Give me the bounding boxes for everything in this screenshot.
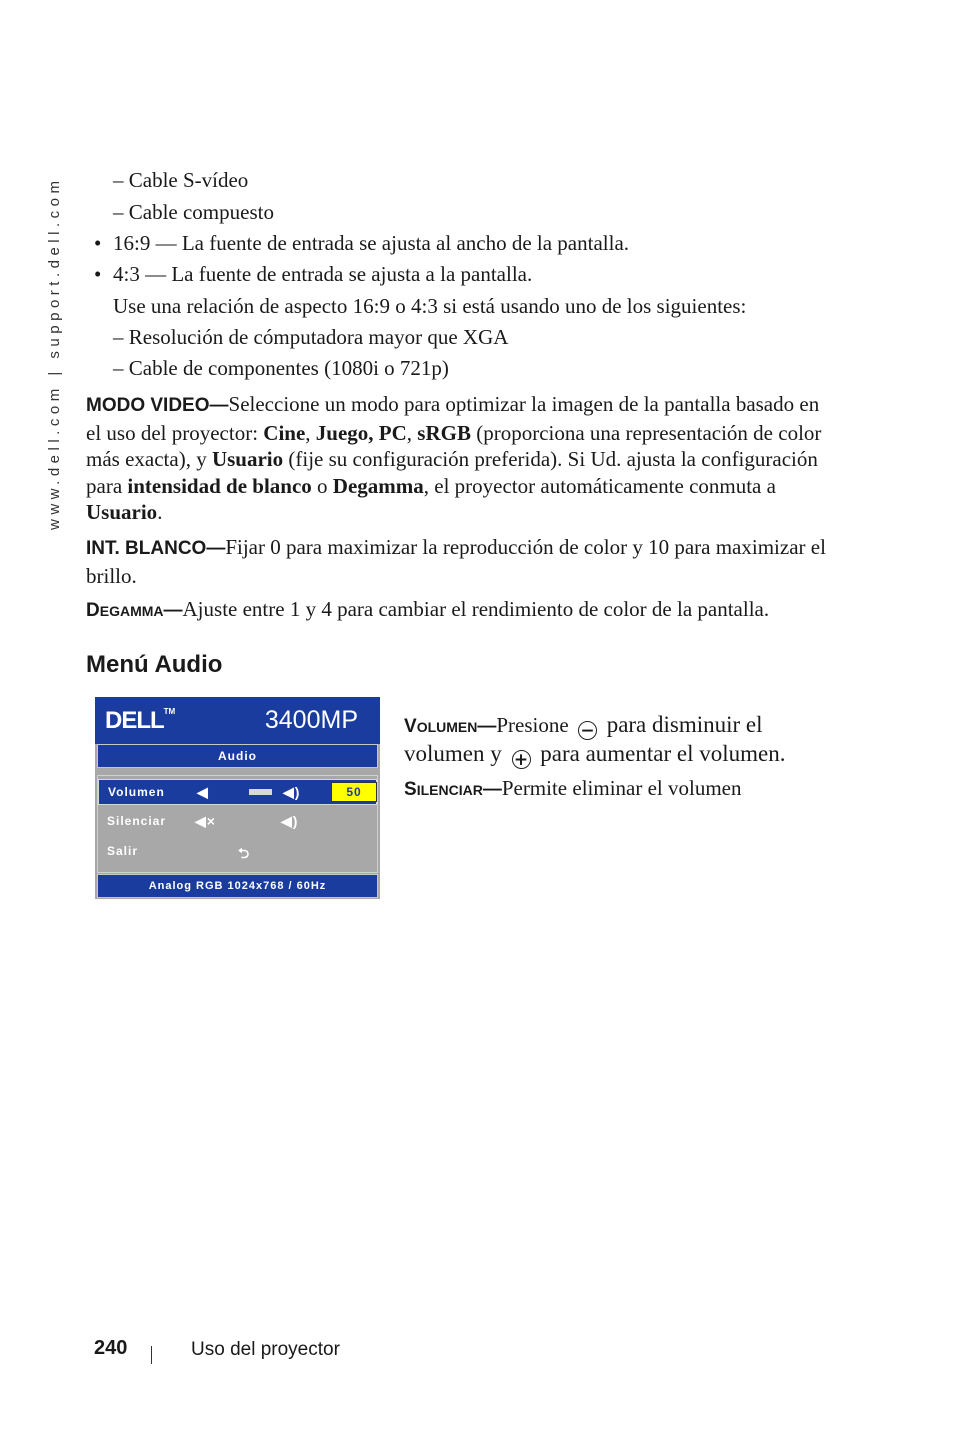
mute-on-icon: ◀× (195, 813, 216, 829)
osd-model: 3400MP (264, 706, 358, 734)
speaker-low-icon: ◀ (197, 784, 209, 800)
modo-video-paragraph: MODO VIDEO—Seleccione un modo para optimizar la imagen de la pantalla basado en el uso del proyector: Cine, Juego, PC, sRGB (proporciona una representación de color más exacta), y Usuario (fije su configuración preferida). Si Ud. ajusta la configuración para intensidad de blanco o Degamma, el proyector automáticamente conmuta a Usuario. (86, 392, 822, 524)
list-item: – Cable compuesto (113, 200, 274, 224)
osd-footer: Analog RGB 1024x768 / 60Hz (97, 874, 378, 898)
footer-section: Uso del proyector (191, 1339, 340, 1360)
plus-icon: + (512, 750, 531, 769)
osd-audio-menu (95, 697, 380, 899)
footer-divider (151, 1346, 152, 1364)
volume-value: 50 (331, 782, 377, 802)
bullet-dot: • (94, 262, 102, 286)
minus-icon: − (578, 721, 597, 740)
bullet-dot: • (94, 231, 102, 255)
list-item: – Resolución de cómputadora mayor que XGA (113, 325, 509, 349)
list-item: 16:9 — La fuente de entrada se ajusta al ancho de la pantalla. (113, 231, 630, 255)
int-blanco-label: INT. BLANCO— (86, 538, 226, 559)
silenciar-paragraph: SILENCIAR—Permite eliminar el volumen (404, 776, 742, 800)
speaker-high-icon: ◀) (283, 784, 301, 800)
volumen-label: VOLUMEN— (404, 716, 497, 737)
page-number: 240 (94, 1337, 128, 1359)
degamma-label: DEGAMMA— (86, 600, 183, 621)
osd-header (95, 697, 380, 744)
osd-title: Audio (97, 744, 378, 768)
osd-row-silenciar[interactable]: Silenciar ◀× ◀) (107, 813, 299, 829)
list-item: 4:3 — La fuente de entrada se ajusta a la pantalla. (113, 262, 533, 286)
degamma-paragraph: DEGAMMA—Ajuste entre 1 y 4 para cambiar el rendimiento de color de la pantalla. (86, 597, 770, 621)
section-title: Menú Audio (86, 651, 223, 678)
volume-bar[interactable] (225, 789, 272, 795)
list-item: – Cable S-vídeo (113, 168, 249, 192)
osd-row-volumen[interactable]: Volumen ◀ ◀) 50 (98, 779, 377, 805)
mute-off-icon: ◀) (281, 813, 299, 829)
silenciar-label: SILENCIAR— (404, 779, 502, 800)
volumen-paragraph: VOLUMEN—Presione − para disminuir el volumen y + para aumentar el volumen. (404, 712, 786, 770)
list-item: – Cable de componentes (1080i o 721p) (113, 356, 449, 380)
note-text: Use una relación de aspecto 16:9 o 4:3 si está usando uno de los siguientes: (113, 294, 747, 318)
volume-bar-fill (225, 789, 249, 795)
osd-body (97, 775, 378, 873)
modo-video-label: MODO VIDEO— (86, 395, 229, 416)
int-blanco-paragraph: INT. BLANCO—Fijar 0 para maximizar la reproducción de color y 10 para maximizar el brillo. (86, 535, 826, 588)
sidebar-url: www.dell.com | support.dell.com (46, 176, 63, 530)
exit-arrow-icon: ⮌ (238, 845, 251, 861)
osd-row-salir[interactable]: Salir ⮌ (98, 839, 377, 863)
dell-logo: DELL™ (105, 707, 176, 734)
